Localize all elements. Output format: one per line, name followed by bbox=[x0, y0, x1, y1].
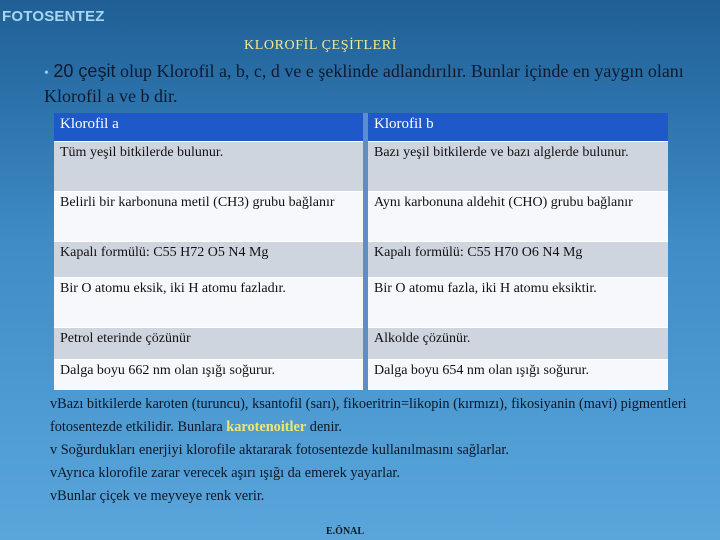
table-cell: Bir O atomu fazla, iki H atomu eksiktir. bbox=[366, 278, 669, 328]
list-item: vBunlar çiçek ve meyveye renk verir. bbox=[50, 488, 265, 504]
highlight-term: karotenoitler bbox=[226, 419, 307, 435]
table-row bbox=[54, 142, 668, 192]
intro-rest: olup Klorofil a, b, c, d ve e şeklinde adlandırılır. Bunlar içinde en yaygın olanı Klorofil a ve b dir. bbox=[44, 61, 684, 106]
list-item: v Soğurdukları enerjiyi klorofile aktararak fotosentezde kullanılmasını sağlarlar. bbox=[50, 442, 509, 458]
notes-list bbox=[50, 393, 710, 508]
table-cell: Dalga boyu 654 nm olan ışığı soğurur. bbox=[366, 360, 669, 390]
table-cell: Bir O atomu eksik, iki H atomu fazladır. bbox=[54, 278, 366, 328]
bullet-icon: • bbox=[44, 66, 49, 81]
intro-text bbox=[44, 60, 704, 107]
table-cell: Kapalı formülü: C55 H70 O6 N4 Mg bbox=[366, 242, 669, 278]
header-klorofil-b: Klorofil b bbox=[366, 113, 669, 142]
table-cell: Dalga boyu 662 nm olan ışığı soğurur. bbox=[54, 360, 366, 390]
table-row bbox=[54, 192, 668, 242]
slide-title: KLOROFİL ÇEŞİTLERİ bbox=[244, 38, 397, 53]
table-header-row bbox=[54, 113, 668, 142]
table-row bbox=[54, 360, 668, 390]
table-cell: Petrol eterinde çözünür bbox=[54, 328, 366, 360]
table-cell: Aynı karbonuna aldehit (CHO) grubu bağlanır bbox=[366, 192, 669, 242]
comparison-table bbox=[54, 113, 668, 390]
table-cell: Alkolde çözünür. bbox=[366, 328, 669, 360]
checkmark-bullet-icon: v bbox=[50, 465, 58, 481]
checkmark-bullet-icon: v bbox=[50, 488, 58, 504]
table-row bbox=[54, 242, 668, 278]
table-row bbox=[54, 328, 668, 360]
table-row bbox=[54, 278, 668, 328]
checkmark-bullet-icon: v bbox=[50, 396, 58, 412]
table-cell: Belirli bir karbonuna metil (CH3) grubu bağlanır bbox=[54, 192, 366, 242]
checkmark-bullet-icon: v bbox=[50, 442, 58, 458]
table-cell: Bazı yeşil bitkilerde ve bazı alglerde bulunur. bbox=[366, 142, 669, 192]
intro-lead: 20 çeşit bbox=[53, 61, 116, 81]
list-item: vBazı bitkilerde karoten (turuncu), ksantofil (sarı), fikoeritrin=likopin (kırmızı), fikosiyanin (mavi) pigmentleri fotosentezde etkilidir. Bunlara karotenoitler denir. bbox=[50, 396, 687, 435]
list-item: vAyrıca klorofile zarar verecek aşırı ışığı da emerek yayarlar. bbox=[50, 465, 400, 481]
table-cell: Kapalı formülü: C55 H72 O5 N4 Mg bbox=[54, 242, 366, 278]
table-cell: Tüm yeşil bitkilerde bulunur. bbox=[54, 142, 366, 192]
author-signature: E.ÖNAL bbox=[326, 526, 365, 537]
header-klorofil-a: Klorofil a bbox=[54, 113, 366, 142]
brand-title: FOTOSENTEZ bbox=[2, 8, 105, 25]
